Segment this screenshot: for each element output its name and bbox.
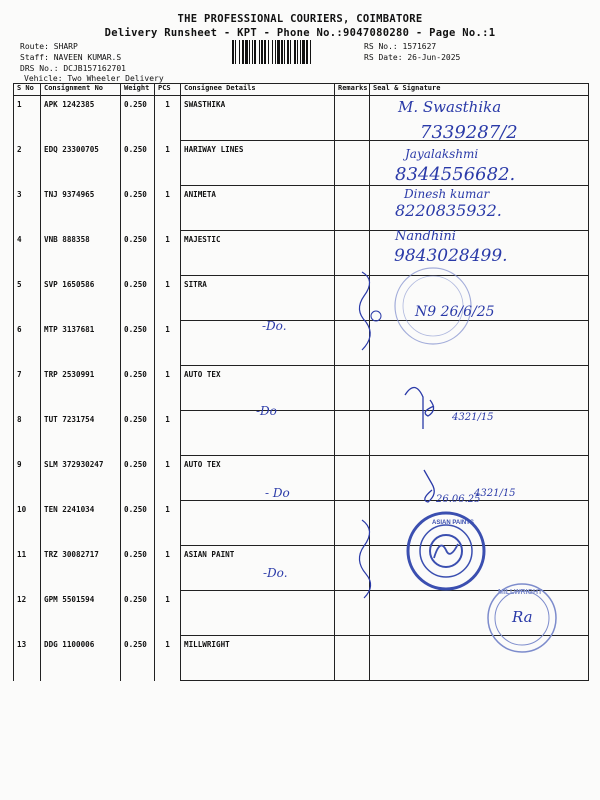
row-consignment: VNB 888358 — [41, 231, 121, 276]
row-weight: 0.250 — [121, 231, 155, 276]
stamp-note-row5: N9 26/6/25 — [415, 304, 495, 320]
row-pcs: 1 — [155, 276, 181, 321]
row-consignee: MAJESTIC — [181, 231, 335, 276]
row-remarks — [335, 366, 370, 411]
row-remarks — [335, 411, 370, 456]
handwritten-name-row4: Nandhini — [395, 229, 456, 244]
route-info: Route: SHARP — [20, 42, 78, 51]
rs-number: RS No.: 1571627 — [364, 42, 437, 51]
row-remarks — [335, 231, 370, 276]
row-consignment: GPM 5501594 — [41, 591, 121, 636]
signature-date-row10: 26.06.25 — [436, 494, 481, 505]
row-pcs: 1 — [155, 96, 181, 141]
row-seal — [370, 186, 589, 231]
header-pcs: PCS — [155, 84, 181, 96]
row-weight: 0.250 — [121, 456, 155, 501]
table-row — [14, 456, 589, 501]
row-pcs: 1 — [155, 411, 181, 456]
ditto-mark-row10: - Do — [265, 486, 290, 500]
handwritten-phone-row4: 9843028499. — [394, 246, 508, 266]
signature-date-row8: 4321/15 — [452, 412, 494, 423]
table-row — [14, 546, 589, 591]
row-sno: 3 — [14, 186, 41, 231]
vehicle-info: Vehicle: Two Wheeler Delivery — [24, 74, 164, 83]
row-remarks — [335, 186, 370, 231]
row-consignee — [181, 411, 335, 456]
row-weight: 0.250 — [121, 141, 155, 186]
row-sno: 5 — [14, 276, 41, 321]
row-pcs: 1 — [155, 501, 181, 546]
row-consignment: DDG 1100006 — [41, 636, 121, 681]
row-weight: 0.250 — [121, 321, 155, 366]
row-seal — [370, 456, 589, 501]
row-consignee — [181, 321, 335, 366]
row-consignment: EDQ 23300705 — [41, 141, 121, 186]
row-sno: 13 — [14, 636, 41, 681]
row-consignee: ANIMETA — [181, 186, 335, 231]
row-pcs: 1 — [155, 546, 181, 591]
table-row — [14, 411, 589, 456]
table-row — [14, 501, 589, 546]
row-remarks — [335, 141, 370, 186]
header-consignee: Consignee Details — [181, 84, 335, 96]
handwritten-phone-row2: 8344556682. — [395, 164, 516, 185]
row-sno: 9 — [14, 456, 41, 501]
row-seal — [370, 231, 589, 276]
row-consignment: TRP 2530991 — [41, 366, 121, 411]
runsheet-table — [13, 83, 589, 681]
handwritten-name-row2: Jayalakshmi — [405, 147, 479, 161]
rs-date: RS Date: 26-Jun-2025 — [364, 53, 461, 62]
row-remarks — [335, 636, 370, 681]
handwritten-phone-row1: 7339287/2 — [420, 122, 518, 143]
row-remarks — [335, 276, 370, 321]
table-row — [14, 366, 589, 411]
row-sno: 11 — [14, 546, 41, 591]
row-consignment: SLM 372930247 — [41, 456, 121, 501]
row-consignment: SVP 1650586 — [41, 276, 121, 321]
row-consignee: MILLWRIGHT — [181, 636, 335, 681]
row-seal — [370, 546, 589, 591]
row-sno: 10 — [14, 501, 41, 546]
handwritten-name-row3: Dinesh kumar — [404, 187, 490, 201]
table-header-row — [14, 84, 589, 96]
row-seal — [370, 276, 589, 321]
row-pcs: 1 — [155, 141, 181, 186]
row-consignment: TEN 2241034 — [41, 501, 121, 546]
row-consignee: SWASTHIKA — [181, 96, 335, 141]
row-consignment: TUT 7231754 — [41, 411, 121, 456]
ditto-mark-row12: -Do. — [263, 566, 288, 580]
row-weight: 0.250 — [121, 501, 155, 546]
header-remarks: Remarks — [335, 84, 370, 96]
row-consignee: AUTO TEX — [181, 456, 335, 501]
row-pcs: 1 — [155, 456, 181, 501]
row-consignment: MTP 3137681 — [41, 321, 121, 366]
row-sno: 4 — [14, 231, 41, 276]
row-seal — [370, 591, 589, 636]
row-seal — [370, 366, 589, 411]
row-weight: 0.250 — [121, 591, 155, 636]
ditto-mark-row8: -Do — [256, 404, 277, 418]
row-weight: 0.250 — [121, 96, 155, 141]
handwritten-name-row1: M. Swasthika — [398, 98, 502, 116]
row-consignee: AUTO TEX — [181, 366, 335, 411]
row-seal — [370, 321, 589, 366]
row-pcs: 1 — [155, 321, 181, 366]
row-consignee: ASIAN PAINT — [181, 546, 335, 591]
row-remarks — [335, 456, 370, 501]
row-seal — [370, 96, 589, 141]
table-row — [14, 321, 589, 366]
row-weight: 0.250 — [121, 276, 155, 321]
table-row — [14, 276, 589, 321]
row-weight: 0.250 — [121, 411, 155, 456]
runsheet-subtitle: Delivery Runsheet - KPT - Phone No.:9047080280 - Page No.:1 — [104, 27, 496, 39]
row-sno: 2 — [14, 141, 41, 186]
row-sno: 12 — [14, 591, 41, 636]
row-consignee: SITRA — [181, 276, 335, 321]
row-remarks — [335, 591, 370, 636]
signature-num-row10: 4321/15 — [474, 488, 516, 499]
row-seal — [370, 411, 589, 456]
row-remarks — [335, 546, 370, 591]
table-row — [14, 636, 589, 681]
row-pcs: 1 — [155, 231, 181, 276]
row-sno: 6 — [14, 321, 41, 366]
row-consignment: TRZ 30082717 — [41, 546, 121, 591]
row-weight: 0.250 — [121, 636, 155, 681]
row-pcs: 1 — [155, 186, 181, 231]
row-weight: 0.250 — [121, 366, 155, 411]
row-remarks — [335, 501, 370, 546]
company-title: THE PROFESSIONAL COURIERS, COIMBATORE — [177, 13, 423, 25]
row-seal — [370, 141, 589, 186]
barcode — [232, 40, 358, 64]
handwritten-phone-row3: 8220835932. — [395, 201, 502, 220]
table-row — [14, 186, 589, 231]
table-row — [14, 141, 589, 186]
table-row — [14, 231, 589, 276]
table-row — [14, 96, 589, 141]
row-pcs: 1 — [155, 591, 181, 636]
row-sno: 1 — [14, 96, 41, 141]
signature-initials-row13: Ra — [512, 608, 533, 626]
asian-paints-stamp-text: ASIAN PAINTS — [432, 520, 474, 526]
row-consignment: APK 1242385 — [41, 96, 121, 141]
row-consignee: HARIWAY LINES — [181, 141, 335, 186]
drs-info: DRS No.: DCJB157162701 — [20, 64, 126, 73]
row-weight: 0.250 — [121, 546, 155, 591]
barcode-bar — [311, 40, 312, 64]
row-consignment: TNJ 9374965 — [41, 186, 121, 231]
row-pcs: 1 — [155, 636, 181, 681]
millwright-stamp-text: MILLWRIGHT — [498, 589, 543, 596]
row-seal — [370, 636, 589, 681]
row-sno: 7 — [14, 366, 41, 411]
row-seal — [370, 501, 589, 546]
row-sno: 8 — [14, 411, 41, 456]
ditto-mark-row6: -Do. — [262, 319, 287, 333]
header-consignment: Consignment No — [41, 84, 121, 96]
table-row — [14, 591, 589, 636]
row-consignee — [181, 501, 335, 546]
header-seal: Seal & Signature — [370, 84, 589, 96]
row-consignee — [181, 591, 335, 636]
header-weight: Weight — [121, 84, 155, 96]
row-pcs: 1 — [155, 366, 181, 411]
table-body — [14, 96, 589, 681]
staff-info: Staff: NAVEEN KUMAR.S — [20, 53, 122, 62]
header-sno: S No — [14, 84, 41, 96]
row-remarks — [335, 96, 370, 141]
row-remarks — [335, 321, 370, 366]
row-weight: 0.250 — [121, 186, 155, 231]
